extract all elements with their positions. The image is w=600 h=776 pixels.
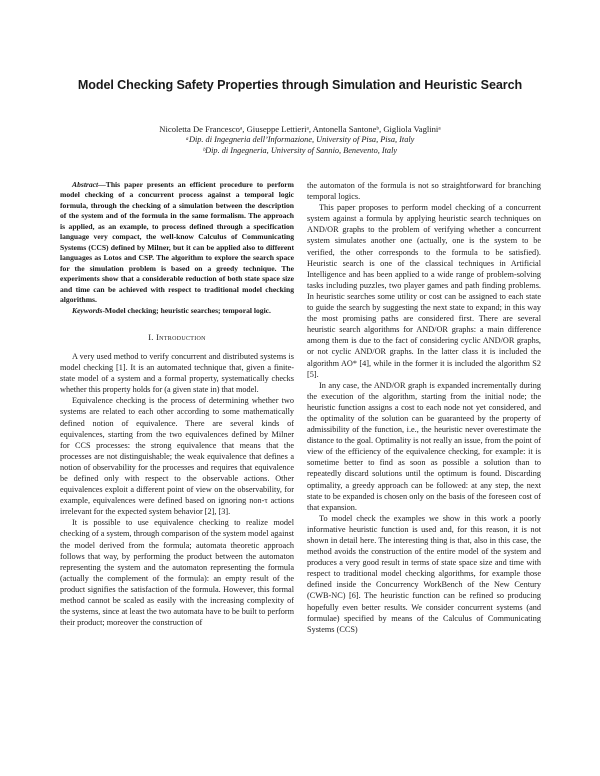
intro-paragraph-3: It is possible to use equivalence checking to realize model checking of a system, through comparison of the system model against the model derived from the formula; automata theoretic approach follows that way, by performing the product between the automaton representing the system and the automaton representing the formula (actually the complement of the formula): an empty result of the product signifies the satisfaction of the formula. However, this formal method cannot be scaled as easily with the increasing complexity of the systems, since at least the two automata have to be built to perform their product; moreover the construction of — [60, 518, 294, 628]
intro-paragraph-2: Equivalence checking is the process of determining whether two systems are related to each other according to some mathematically defined notion of equivalence. There are several kinds of equivalences, starting from the two equivalences defined by Milner for CCS processes: the strong equivalence that means that the processes are not distinguishable; the weak equivalence that defines a notion of observability for the processes and requires that equivalence be defined only with respect to the observable actions. Other equivalences exploit a different point of view on the observability, for example, equivalences were defined based on ignoring non-τ actions irrelevant for the expected system behavior [2], [3]. — [60, 396, 294, 517]
affiliation-b: ᵇDip. di Ingegneria, University of Sannio, Benevento, Italy — [202, 146, 398, 155]
keywords-label: Keywords — [72, 306, 103, 316]
right-paragraph-1: This paper proposes to perform model checking of a concurrent system against a formula by applying heuristic search techniques on AND/OR graphs to the problem of verifying whether a concurrent system simulates another one (actually, one is the system to be verified, the other corresponds to the formula to be satisfied). Heuristic search is one of the classical techniques in Artificial Intelligence and has been applied to a wide range of problem-solving tasks including puzzles, two player games and path finding problems. In heuristic searches some utility or cost can be assigned to each state to guide the search by suggesting the next state to expand; in this way the most promising paths are considered first. There are several heuristic search algorithms for AND/OR graphs: a main difference among them is due to the fact of considering cyclic AND/OR graphs, or not cyclic AND/OR graphs. In the latter class it is included the algorithm AO* [4], while in the former it is included the algorithm S2 [5]. — [307, 203, 541, 379]
right-paragraph-2: In any case, the AND/OR graph is expanded incrementally during the execution of the algorithm, starting from the initial node; the heuristic function assigns a cost to each node not yet considered, and the optimality of the solution can be guaranteed by the property of admissibility of the function, i.e., the heuristic never overestimate the distance to the goal. Optimality is not really an issue, from the point of view of the efficiency of the equivalence checking, for example: it is sometime better to find as soon as possible a solution than to repeatedly discard solutions until the optimum is found. Discarding optimality, a greedy approach can be followed: at any step, the next state to be expanded is chosen only on the basis of the foreseen cost of that expansion. — [307, 380, 541, 512]
intro-paragraph-1: A very used method to verify concurrent and distributed systems is model checking [1]. It is an automated technique that, given a finite-state model of a system and a formal property, systematically checks whether this property holds for (a given state in) that model. — [60, 351, 294, 395]
right-paragraph-continuation: the automaton of the formula is not so straightforward for branching temporal logics. — [307, 181, 541, 202]
left-column — [60, 180, 294, 628]
keywords-text: -Model checking; heuristic searches; temporal logic. — [102, 306, 271, 316]
section-number: I. — [148, 332, 154, 342]
paper-title: Model Checking Safety Properties through Simulation and Heuristic Search — [77, 78, 523, 92]
abstract-text: —This paper presents an efficient procedure to perform model checking of a concurrent process against a temporal logic formula, through the checking of a simulation between the description of the system and of the formula in the same formalism. The approach is applied, as an example, to process defined through a specification language very compact, the well-know Calculus of Communicating Systems (CCS) defined by Milner, but it can be applied also to different languages as Lotos and CSP. The algorithm to explore the search space for the simulation problem is based on a greedy technique. The experiments show that a considerable reduction of both state space size and time can be achieved with respect to traditional model checking algorithms. — [60, 180, 294, 304]
keywords — [60, 306, 294, 316]
abstract-label: Abstract — [72, 180, 99, 189]
section-heading-introduction — [60, 332, 294, 343]
abstract — [60, 180, 294, 305]
author-list: Nicoletta De Francescoᵃ, Giuseppe Lettieriᵃ, Antonella Santoneᵇ, Gigliola Vagliniᵃ — [159, 124, 441, 134]
right-paragraph-3: To model check the examples we show in this work a poorly informative heuristic function is used and, for this reason, it is not shown in detail here. The interesting thing is that, also in this case, the method avoids the construction of the entire model of the system and produces a very good result in terms of state space size and time with respect to traditional model checking algorithms, for example those defined inside the Concurrency WorkBench of the New Century (CWB-NC) [6]. The heuristic function can be refined so producing hopefully even better results. We consider concurrent systems (and formulae) specified by means of the Calculus of Communicating Systems (CCS) — [307, 513, 541, 634]
section-title: Introduction — [156, 332, 206, 342]
affiliation-a: ᵃDip. di Ingegneria dell’Informazione, University of Pisa, Pisa, Italy — [185, 135, 415, 144]
right-column — [307, 180, 541, 635]
